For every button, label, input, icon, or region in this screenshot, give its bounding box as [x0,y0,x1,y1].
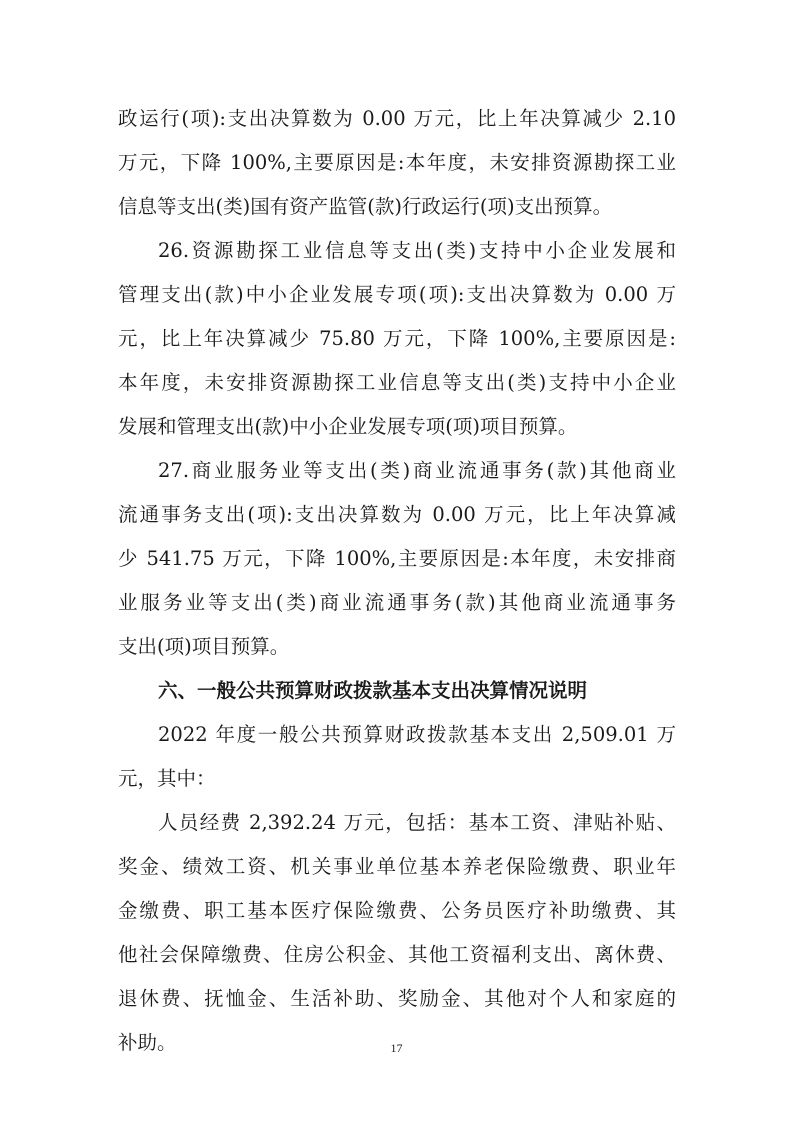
paragraph-item-26 [118,229,676,449]
text-line: 信息等支出(类)国有资产监管(款)行政运行(项)支出预算。 [118,195,613,218]
text-line: 退休费、抚恤金、生活补助、奖励金、其他对个人和家庭的 [118,987,676,1010]
text-line: 26.资源勘探工业信息等支出(类)支持中小企业发展和 [158,239,676,262]
text-line: 政运行(项):支出决算数为 0.00 万元，比上年决算减少 2.10 [118,107,676,130]
text-line: 管理支出(款)中小企业发展专项(项):支出决算数为 0.00 万 [118,283,676,306]
text-line: 支出(项)项目预算。 [118,635,290,658]
paragraph-continued-25 [118,97,676,229]
text-line: 他社会保障缴费、住房公积金、其他工资福利支出、离休费、 [118,943,676,966]
text-line: 金缴费、职工基本医疗保险缴费、公务员医疗补助缴费、其 [118,899,676,922]
text-line: 发展和管理支出(款)中小企业发展专项(项)项目预算。 [118,415,578,438]
section-heading-6 [118,669,676,713]
text-line: 2022 年度一般公共预算财政拨款基本支出 2,509.01 万 [158,723,676,746]
text-line: 元，比上年决算减少 75.80 万元，下降 100%,主要原因是: [118,327,676,350]
text-line: 人员经费 2,392.24 万元，包括：基本工资、津贴补贴、 [158,811,676,834]
text-line: 补助。 [118,1031,177,1054]
paragraph-item-27 [118,449,676,669]
paragraph-personnel-expenses [118,801,676,1065]
page-content [118,97,676,1065]
text-line: 流通事务支出(项):支出决算数为 0.00 万元，比上年决算减 [118,503,676,526]
section-heading: 六、一般公共预算财政拨款基本支出决算情况说明 [158,679,588,702]
paragraph-basic-expenditure-total [118,713,676,801]
text-line: 27.商业服务业等支出(类)商业流通事务(款)其他商业 [158,459,676,482]
text-line: 元，其中： [118,767,216,790]
text-line: 少 541.75 万元，下降 100%,主要原因是:本年度，未安排商 [118,547,676,570]
text-line: 万元，下降 100%,主要原因是:本年度，未安排资源勘探工业 [118,151,676,174]
page-number: 17 [390,1041,403,1055]
text-line: 业服务业等支出(类)商业流通事务(款)其他商业流通事务 [118,591,676,614]
text-line: 本年度，未安排资源勘探工业信息等支出(类)支持中小企业 [118,371,676,394]
text-line: 奖金、绩效工资、机关事业单位基本养老保险缴费、职业年 [118,855,676,878]
